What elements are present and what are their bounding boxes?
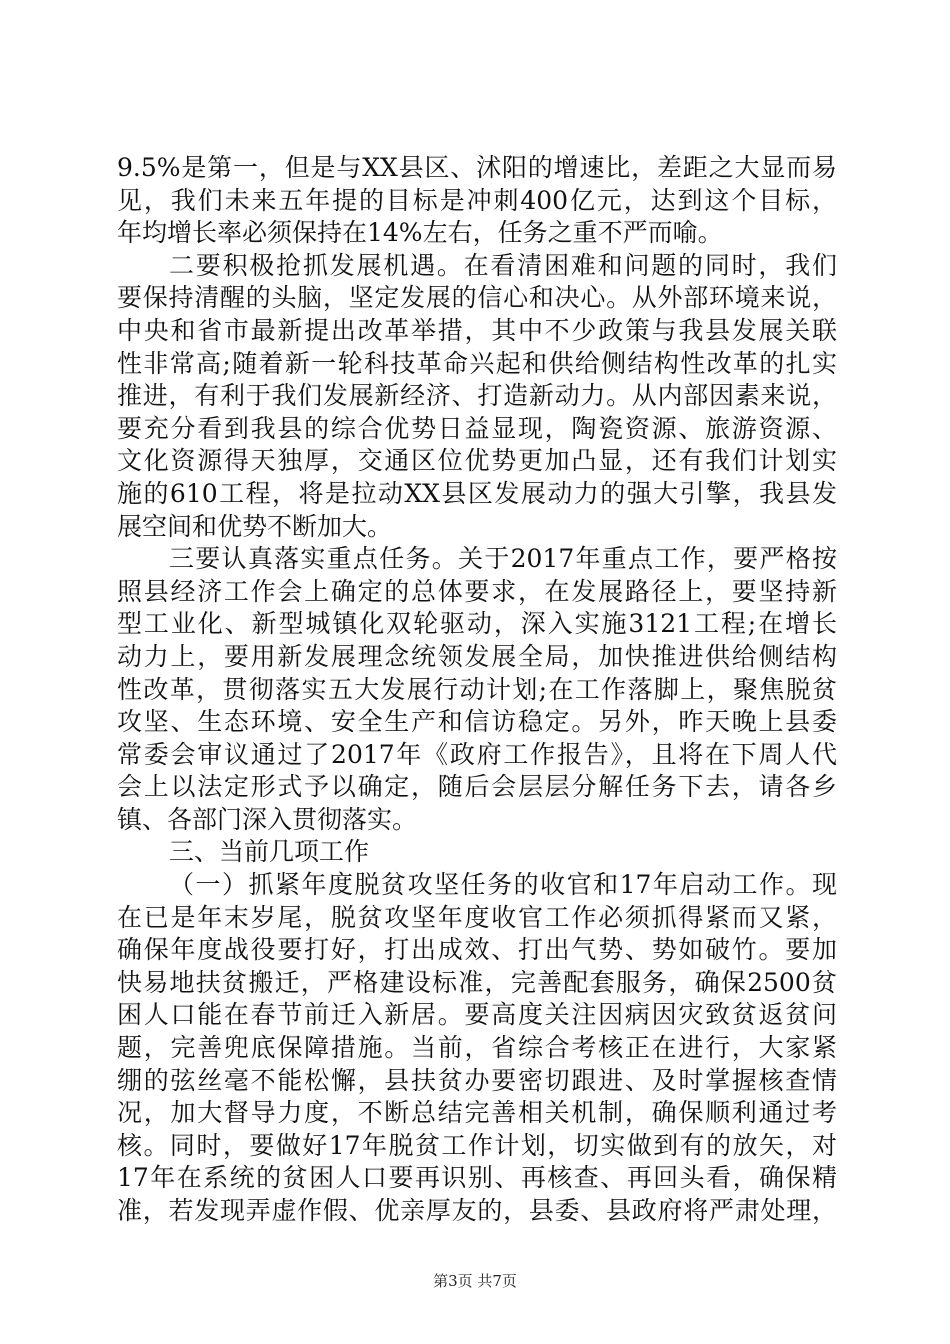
- page-number: 第3页 共7页: [433, 1272, 517, 1290]
- text-line: 题，完善兜底保障措施。当前，省综合考核正在进行，大家紧: [117, 1033, 837, 1063]
- text-line: 推进，有利于我们发展新经济、打造新动力。从内部因素来说，: [117, 381, 837, 411]
- text-line: 要保持清醒的头脑，坚定发展的信心和决心。从外部环境来说，: [117, 283, 837, 313]
- text-line: 绷的弦丝毫不能松懈，县扶贫办要密切跟进、及时掌握核查情: [117, 1065, 837, 1095]
- text-line: 会上以法定形式予以确定，随后会层层分解任务下去，请各乡: [117, 772, 837, 802]
- text-line: 文化资源得天独厚，交通区位优势更加凸显，还有我们计划实: [117, 446, 837, 476]
- text-line: 困人口能在春节前迁入新居。要高度关注因病因灾致贫返贫问: [117, 1000, 837, 1030]
- text-line: 施的610工程，将是拉动XX县区发展动力的强大引擎，我县发: [117, 478, 837, 508]
- paragraph-start-line: 三要认真落实重点任务。关于2017年重点工作，要严格按: [169, 544, 837, 574]
- text-line: 年均增长率必须保持在14%左右，任务之重不严而喻。: [117, 218, 723, 248]
- paragraph-start-line: 二要积极抢抓发展机遇。在看清困难和问题的同时，我们: [169, 250, 837, 280]
- text-line: 常委会审议通过了2017年《政府工作报告》，且将在下周人代: [117, 739, 837, 769]
- text-line: 动力上，要用新发展理念统领发展全局，加快推进供给侧结构: [117, 641, 837, 671]
- document-body: [117, 152, 837, 1228]
- text-line: 中央和省市最新提出改革举措，其中不少政策与我县发展关联: [117, 315, 837, 345]
- text-line: 17年在系统的贫困人口要再识别、再核查、再回头看，确保精: [117, 1163, 837, 1193]
- text-line: 在已是年末岁尾，脱贫攻坚年度收官工作必须抓得紧而又紧，: [117, 902, 837, 932]
- text-line: 快易地扶贫搬迁，严格建设标准，完善配套服务，确保2500贫: [117, 967, 837, 997]
- paragraph-start-line: （一）抓紧年度脱贫攻坚任务的收官和17年启动工作。现: [169, 870, 837, 900]
- text-line: 型工业化、新型城镇化双轮驱动，深入实施3121工程;在增长: [117, 609, 837, 639]
- text-line: 确保年度战役要打好，打出成效、打出气势、势如破竹。要加: [117, 935, 837, 965]
- text-line: 核。同时，要做好17年脱贫工作计划，切实做到有的放矢，对: [117, 1130, 837, 1160]
- text-line: 镇、各部门深入贯彻落实。: [117, 804, 418, 834]
- text-line: 况，加大督导力度，不断总结完善相关机制，确保顺利通过考: [117, 1098, 837, 1128]
- text-line: 要充分看到我县的综合优势日益显现，陶瓷资源、旅游资源、: [117, 413, 837, 443]
- text-line: 照县经济工作会上确定的总体要求，在发展路径上，要坚持新: [117, 576, 837, 606]
- text-line: 9.5%是第一，但是与XX县区、沭阳的增速比，差距之大显而易: [117, 153, 837, 182]
- text-line: 性改革，贯彻落实五大发展行动计划;在工作落脚上，聚焦脱贫: [117, 674, 837, 704]
- section-heading: 三、当前几项工作: [169, 837, 370, 867]
- text-line: 性非常高;随着新一轮科技革命兴起和供给侧结构性改革的扎实: [117, 348, 837, 378]
- text-line: 展空间和优势不断加大。: [117, 511, 393, 541]
- text-line: 准，若发现弄虚作假、优亲厚友的，县委、县政府将严肃处理，: [117, 1196, 837, 1225]
- text-line: 见，我们未来五年提的目标是冲刺400亿元，达到这个目标，: [117, 185, 837, 215]
- text-line: 攻坚、生态环境、安全生产和信访稳定。另外，昨天晚上县委: [117, 707, 837, 737]
